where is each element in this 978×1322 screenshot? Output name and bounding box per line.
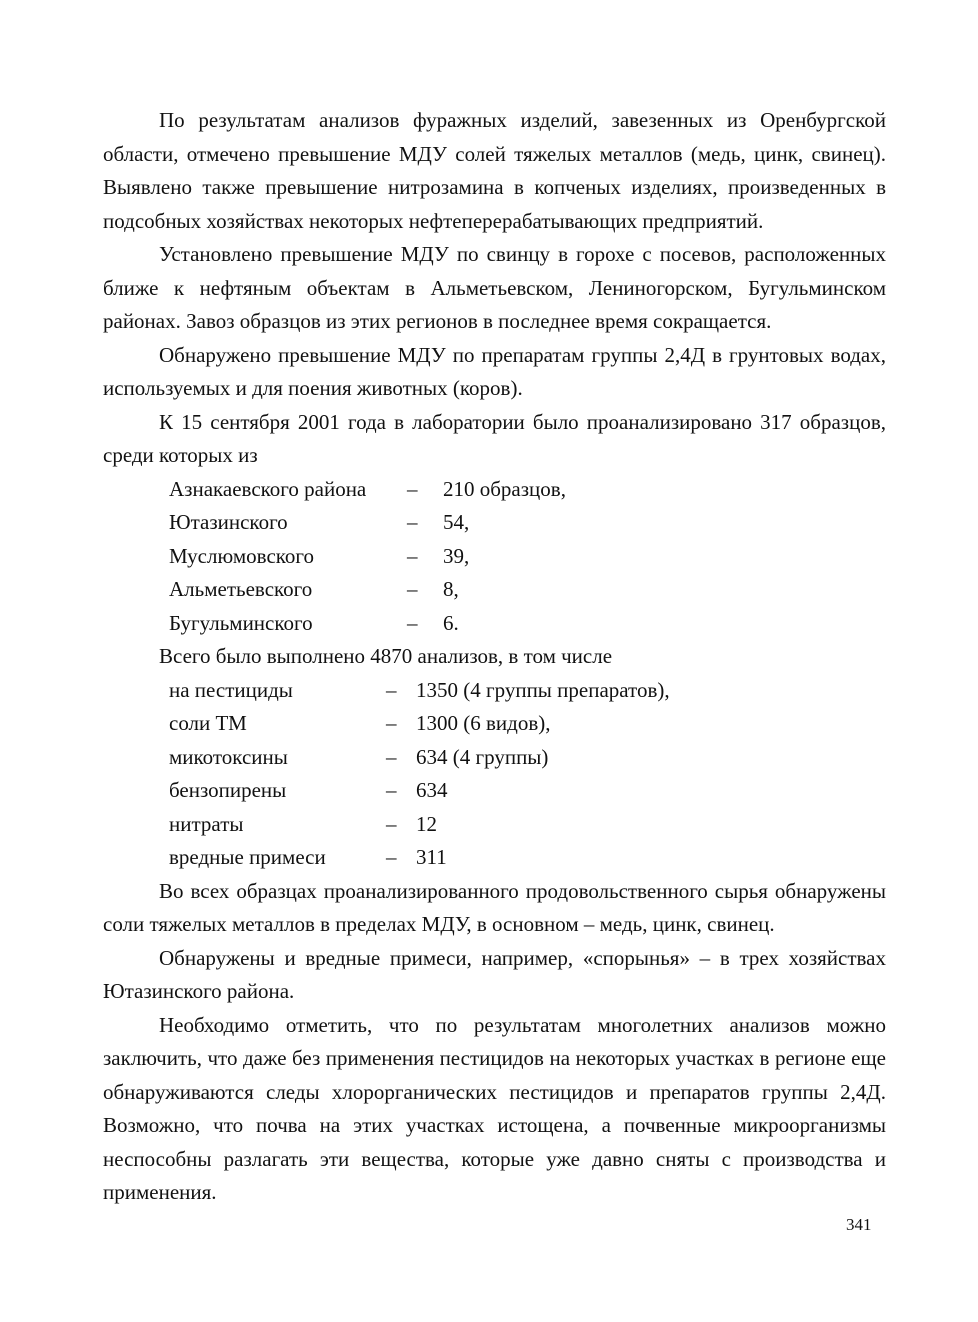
paragraph-harmful-impurities: Обнаружены и вредные примеси, например, «спорынья» – в трех хозяйствах Ютазинского района. — [103, 945, 886, 1003]
list-dash: – — [407, 577, 418, 601]
sample-count: 6. — [443, 610, 459, 635]
analysis-type: микотоксины — [169, 744, 288, 769]
list-item — [103, 674, 886, 708]
sample-count: 39, — [443, 543, 470, 568]
list-item — [103, 741, 886, 775]
list-item — [103, 573, 886, 607]
list-item — [103, 841, 886, 875]
analysis-count: 1350 (4 группы препаратов), — [416, 677, 670, 702]
paragraph-samples-intro: К 15 сентября 2001 года в лаборатории было проанализировано 317 образцов, среди которых из — [103, 409, 886, 467]
analyses-by-type-list — [103, 674, 886, 875]
paragraph-conclusion: Необходимо отметить, что по результатам многолетних анализов можно заключить, что даже без применения пестицидов на некоторых участках в регионе еще обнаруживаются следы хлорорганических пестицидов и препаратов группы 2,4Д. Возможно, что почва на этих участках истощена, а почвенные микроорганизмы неспособны разлагать эти вещества, которые уже давно сняты с производства и применения. — [103, 1012, 886, 1204]
list-dash: – — [407, 510, 418, 534]
sample-count: 210 образцов, — [443, 476, 566, 501]
analysis-count: 1300 (6 видов), — [416, 711, 551, 735]
analyses-intro: Всего было выполнено 4870 анализов, в том числе — [159, 644, 613, 668]
paragraph-forage-analysis: По результатам анализов фуражных изделий, завезенных из Оренбургской области, отмечено превышение МДУ солей тяжелых металлов (медь, цинк, свинец). Выявлено также превышение нитрозамина в копченых изделиях, произведенных в подсобных хозяйствах некоторых нефтеперерабатывающих предприятий. — [103, 108, 886, 233]
list-dash: – — [386, 845, 397, 869]
list-dash: – — [386, 811, 397, 836]
list-dash: – — [407, 476, 418, 501]
samples-by-region-list — [103, 473, 886, 641]
paragraph-lead-in-peas: Установлено превышение МДУ по свинцу в горохе с посевов, расположенных ближе к нефтяным объектам в Альметьевском, Лениногорском, Бугульминском районах. Завоз образцов из этих регионов в последнее время сокращается. — [103, 242, 886, 333]
list-dash: – — [386, 677, 397, 702]
list-dash: – — [407, 610, 418, 635]
analysis-type: вредные примеси — [169, 845, 326, 869]
analysis-type: соли ТМ — [169, 711, 247, 735]
list-item — [103, 506, 886, 540]
list-dash: – — [386, 778, 397, 802]
analysis-type: бензопирены — [169, 778, 287, 802]
list-dash: – — [386, 711, 397, 735]
analysis-count: 311 — [416, 845, 447, 869]
sample-count: 54, — [443, 510, 470, 534]
sample-count: 8, — [443, 577, 459, 601]
list-item — [103, 808, 886, 842]
document-page — [103, 104, 886, 1210]
paragraph-groundwater: Обнаружено превышение МДУ по препаратам группы 2,4Д в грунтовых водах, используемых и для поения животных (коров). — [103, 342, 886, 400]
list-dash: – — [407, 543, 418, 568]
list-item — [103, 607, 886, 641]
region-name: Муслюмовского — [169, 543, 314, 568]
paragraph-heavy-metals: Во всех образцах проанализированного продовольственного сырья обнаружены соли тяжелых металлов в пределах МДУ, в основном – медь, цинк, свинец. — [103, 878, 886, 936]
analysis-count: 634 (4 группы) — [416, 744, 549, 769]
page-number: 341 — [846, 1215, 872, 1234]
list-item — [103, 540, 886, 574]
region-name: Ютазинского — [169, 510, 288, 534]
analysis-type: на пестициды — [169, 677, 293, 702]
list-item — [103, 707, 886, 741]
analysis-count: 12 — [416, 811, 437, 836]
analysis-count: 634 — [416, 778, 448, 802]
region-name: Бугульминского — [169, 610, 313, 635]
list-item — [103, 473, 886, 507]
analysis-type: нитраты — [169, 811, 244, 836]
region-name: Азнакаевского района — [169, 476, 367, 501]
list-item — [103, 774, 886, 808]
region-name: Альметьевского — [169, 577, 313, 601]
list-dash: – — [386, 744, 397, 769]
